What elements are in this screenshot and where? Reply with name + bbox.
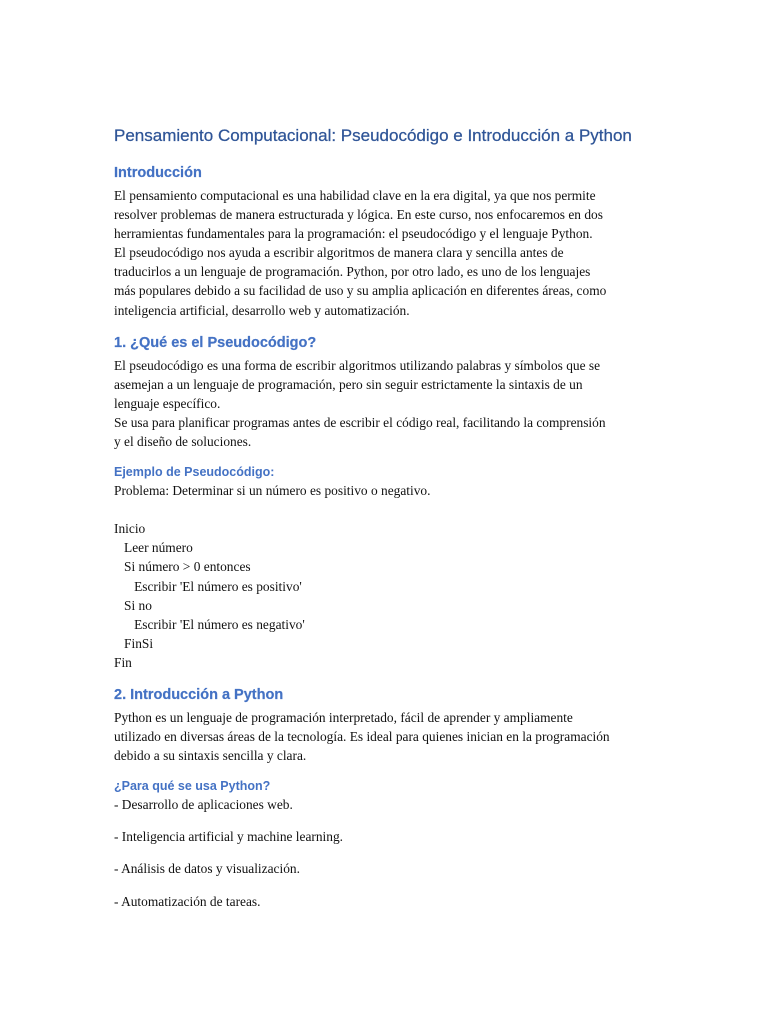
section1-line: Se usa para planificar programas antes de escribir el código real, facilitando la comprensión bbox=[114, 414, 606, 430]
intro-line: resolver problemas de manera estructurada y lógica. En este curso, nos enfocaremos en dos bbox=[114, 207, 603, 223]
section2-line: utilizado en diversas áreas de la tecnología. Es ideal para quienes inician en la programación bbox=[114, 729, 610, 745]
intro-line: inteligencia artificial, desarrollo web y automatización. bbox=[114, 302, 410, 318]
document-title: Pensamiento Computacional: Pseudocódigo e Introducción a Python bbox=[114, 126, 632, 145]
code-line: Si número > 0 entonces bbox=[114, 559, 251, 575]
example-heading: Ejemplo de Pseudocódigo: bbox=[114, 465, 275, 480]
list-item: - Análisis de datos y visualización. bbox=[114, 861, 300, 877]
intro-paragraph bbox=[114, 186, 668, 320]
example-problem: Problema: Determinar si un número es positivo o negativo. bbox=[114, 483, 431, 499]
code-line: FinSi bbox=[114, 635, 154, 651]
code-line: Inicio bbox=[114, 521, 146, 537]
list-item: - Automatización de tareas. bbox=[114, 893, 261, 909]
section1-paragraph bbox=[114, 356, 668, 451]
section1-line: lenguaje específico. bbox=[114, 395, 221, 411]
section2-paragraph bbox=[114, 708, 668, 765]
list-item: - Desarrollo de aplicaciones web. bbox=[114, 797, 293, 813]
section2-line: debido a su sintaxis sencilla y clara. bbox=[114, 748, 307, 764]
code-line: Leer número bbox=[114, 540, 193, 556]
list-item: - Inteligencia artificial y machine learning. bbox=[114, 829, 344, 845]
uses-heading: ¿Para qué se usa Python? bbox=[114, 779, 271, 794]
section1-line: asemejan a un lenguaje de programación, pero sin seguir estrictamente la sintaxis de un bbox=[114, 376, 583, 392]
section2-line: Python es un lenguaje de programación interpretado, fácil de aprender y ampliamente bbox=[114, 709, 573, 725]
intro-line: traducirlos a un lenguaje de programación. Python, por otro lado, es uno de los lenguajes bbox=[114, 264, 591, 280]
intro-heading: Introducción bbox=[114, 165, 202, 181]
code-line: Fin bbox=[114, 654, 132, 670]
intro-line: más populares debido a su facilidad de uso y su amplia aplicación en diferentes áreas, como bbox=[114, 283, 607, 299]
uses-list bbox=[114, 795, 668, 910]
code-line: Escribir 'El número es negativo' bbox=[114, 616, 305, 632]
section1-line: y el diseño de soluciones. bbox=[114, 434, 252, 450]
code-line: Escribir 'El número es positivo' bbox=[114, 578, 302, 594]
intro-line: herramientas fundamentales para la programación: el pseudocódigo y el lenguaje Python. bbox=[114, 226, 593, 242]
section2-heading: 2. Introducción a Python bbox=[114, 686, 284, 703]
intro-line: El pensamiento computacional es una habilidad clave en la era digital, ya que nos permite bbox=[114, 188, 596, 203]
code-line: Si no bbox=[114, 597, 152, 613]
intro-line: El pseudocódigo nos ayuda a escribir algoritmos de manera clara y sencilla antes de bbox=[114, 245, 564, 261]
section1-heading: 1. ¿Qué es el Pseudocódigo? bbox=[114, 334, 317, 351]
section1-line: El pseudocódigo es una forma de escribir algoritmos utilizando palabras y símbolos que se bbox=[114, 357, 601, 373]
pseudocode-block bbox=[114, 519, 668, 672]
